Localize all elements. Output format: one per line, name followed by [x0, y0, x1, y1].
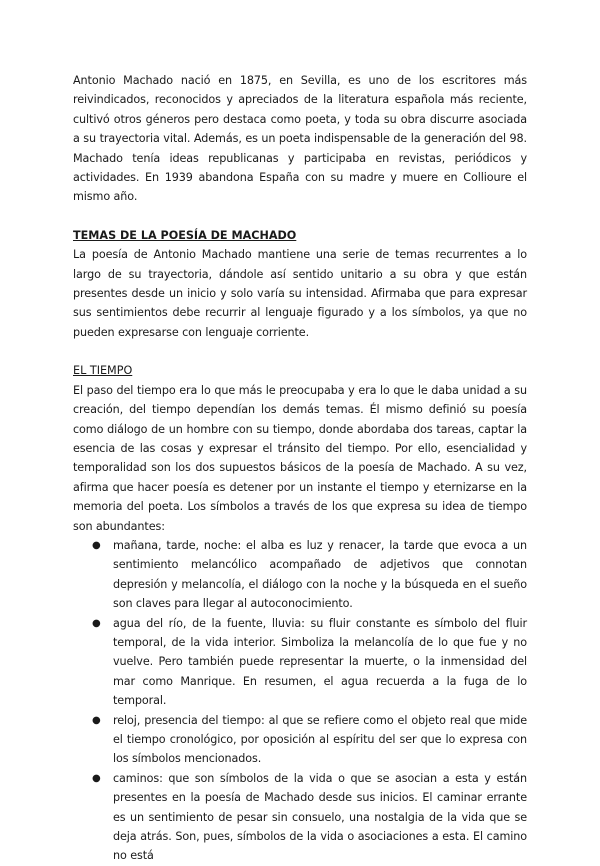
section-heading-tiempo: EL TIEMPO [73, 364, 133, 378]
intro-paragraph: Antonio Machado nació en 1875, en Sevilla, es uno de los escritores más reivindicados, reconocidos y apreciados de la literatura española más reciente, cultivó otros géneros pero destaca como poeta, y toda su obra discurre asociada a su trayectoria vital. Además, es un poeta indispensable de la generación del 98. Machado tenía ideas republicanas y participaba en revistas, periódicos y actividades. En 1939 abandona España con su madre y muere en Collioure el mismo año. [73, 74, 527, 204]
list-item [83, 536, 527, 614]
bullet-icon: ● [92, 617, 101, 629]
bullet-icon: ● [92, 714, 101, 726]
section-heading-temas: TEMAS DE LA POESÍA DE MACHADO [73, 228, 297, 242]
bullet-icon: ● [92, 772, 101, 784]
list-item [83, 614, 527, 711]
list-item-text: agua del río, de la fuente, lluvia: su fluir constante es símbolo del fluir temporal, de la vida interior. Simboliza la melancolía de lo que fue y no vuelve. Pero también puede representar la muerte, o la inmensidad del mar como Manrique. En resumen, el agua recuerda a la fuga de lo temporal. [113, 616, 527, 708]
bullet-icon: ● [92, 539, 101, 551]
list-item [83, 769, 527, 866]
section-temas-paragraph: La poesía de Antonio Machado mantiene una serie de temas recurrentes a lo largo de su trayectoria, dándole así sentido unitario a su obra y que están presentes desde un inicio y solo varía su intensidad. Afirmaba que para expresar sus sentimientos debe recurrir al lenguaje figurado y a los símbolos, ya que no pueden expresarse con lenguaje corriente. [73, 248, 527, 339]
symbols-list [73, 536, 527, 866]
list-item-text: caminos: que son símbolos de la vida o que se asocian a esta y están presentes en la poesía de Machado desde sus inicios. El caminar errante es un sentimiento de pesar sin consuelo, una nostalgia de la vida que se deja atrás. Son, pues, símbolos de la vida o asociaciones a esta. El camino no está [113, 771, 527, 863]
list-item-text: reloj, presencia del tiempo: al que se refiere como el objeto real que mide el tiempo cronológico, por oposición al espíritu del ser que lo expresa con los símbolos mencionados. [113, 713, 527, 766]
section-tiempo-paragraph: El paso del tiempo era lo que más le preocupaba y era lo que le daba unidad a su creación, del tiempo dependían los demás temas. Él mismo definió su poesía como diálogo de un hombre con su tiempo, donde abordaba dos tareas, captar la esencia de las cosas y expresar el tránsito del tiempo. Por ello, esencialidad y temporalidad son los dos supuestos básicos de la poesía de Machado. A su vez, afirma que hacer poesía es detener por un instante el tiempo y eternizarse en la memoria del poeta. Los símbolos a través de los que expresa su idea de tiempo son abundantes: [73, 383, 527, 533]
list-item-text: mañana, tarde, noche: el alba es luz y renacer, la tarde que evoca a un sentimiento melancólico acompañado de adjetivos que connotan depresión y melancolía, el diálogo con la noche y la búsqueda en el sueño son claves para llegar al autoconocimiento. [113, 538, 527, 611]
list-item [83, 711, 527, 769]
